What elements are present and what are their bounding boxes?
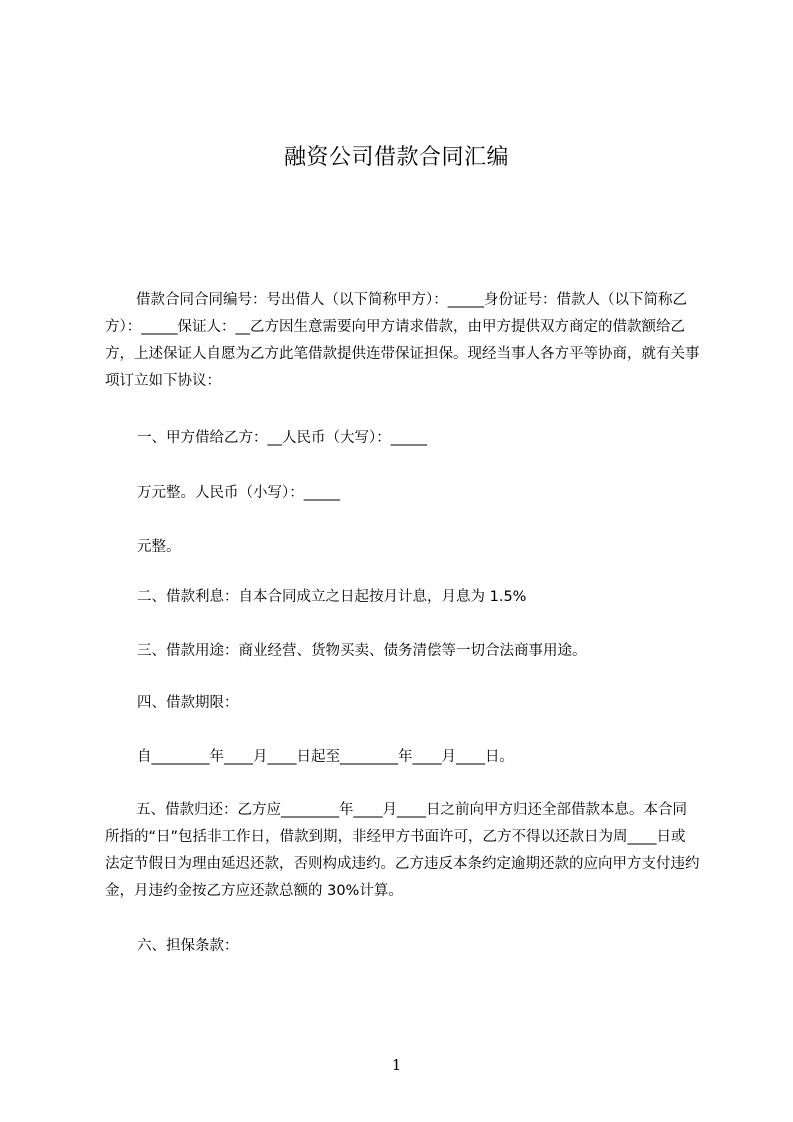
clause-4-period: 自________年____月____日起至________年____月____日。	[137, 749, 514, 765]
page-number: 1	[391, 1056, 402, 1074]
document-title: 融资公司借款合同汇编	[283, 145, 509, 170]
clause-1-amount: 万元整。人民币（小写）：_____	[137, 485, 340, 501]
clause-1-end: 元整。	[137, 539, 181, 555]
clause-3: 三、借款用途：商业经营、货物买卖、债务清偿等一切合法商事用途。	[137, 643, 587, 659]
intro-paragraph: 借款合同合同编号：号出借人（以下简称甲方）：_____身份证号：借款人（以下简称乙方）：_____保证人：__乙方因生意需要向甲方请求借款，由甲方提供双方商定的借款额给乙方，上述保证人自愿为乙方此笔借款提供连带保证担保。现经当事人各方平等协商，就有关事项订立如下协议：	[105, 292, 700, 389]
clause-1: 一、甲方借给乙方：__人民币（大写）：_____	[137, 430, 427, 446]
clause-4: 四、借款期限：	[137, 695, 239, 711]
clause-2: 二、借款利息：自本合同成立之日起按月计息，月息为 1.5%	[137, 589, 527, 605]
clause-5: 五、借款归还：乙方应________年____月____日之前向甲方归还全部借款本息。本合同所指的“日”包括非工作日，借款到期，非经甲方书面许可，乙方不得以还款日为周____日或法定节假日为理由延迟还款，否则构成违约。乙方违反本条约定逾期还款的应向甲方支付违约金，月违约金按乙方应还款总额的 30%计算。	[105, 802, 700, 899]
clause-6: 六、担保条款：	[137, 938, 239, 954]
